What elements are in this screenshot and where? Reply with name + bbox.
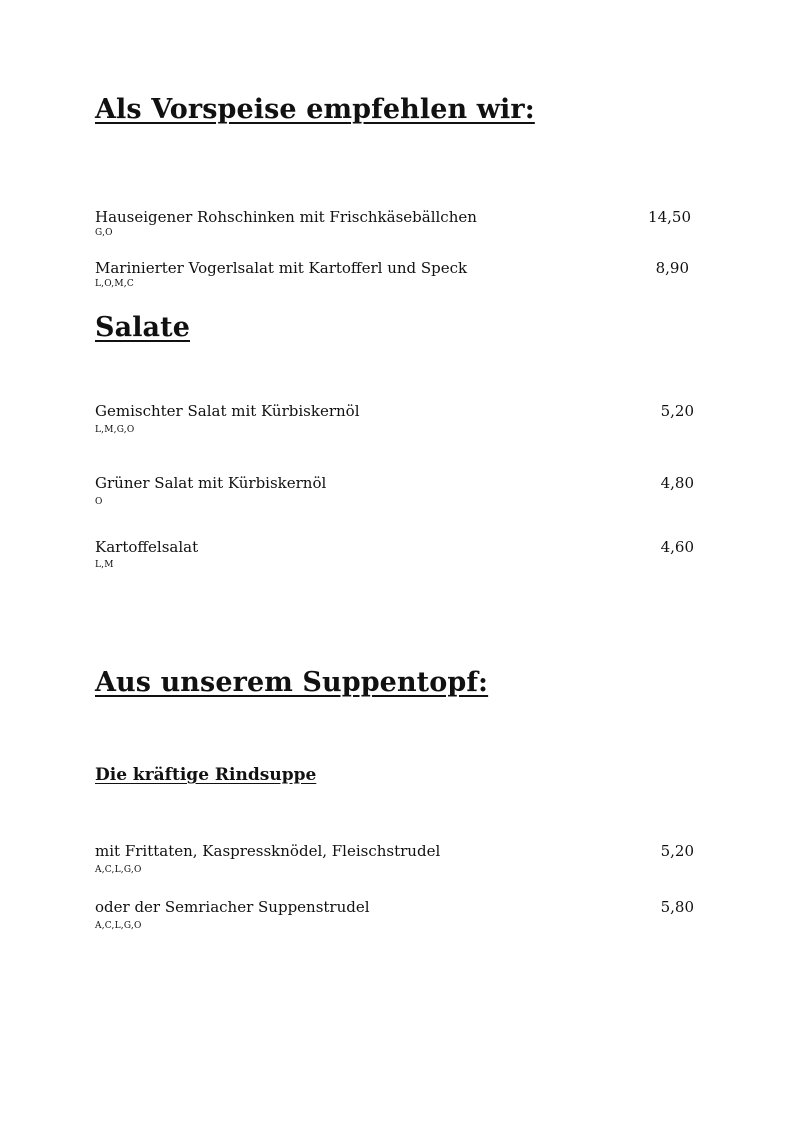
menu-item-allergens: L,O,M,C: [95, 279, 134, 289]
menu-item-allergens: G,O: [95, 228, 113, 238]
heading-vorspeise: Als Vorspeise empfehlen wir:: [95, 94, 535, 125]
menu-item-price: 4,60: [660, 538, 694, 556]
menu-item-allergens: A,C,L,G,O: [95, 921, 142, 931]
heading-salate: Salate: [95, 312, 190, 343]
heading-suppentopf: Aus unserem Suppentopf:: [95, 667, 489, 698]
menu-item-name: Marinierter Vogerlsalat mit Kartofferl und Speck: [95, 259, 468, 277]
menu-item-allergens: L,M: [95, 560, 114, 570]
menu-item-allergens: O: [95, 497, 103, 507]
menu-item-price: 5,20: [660, 842, 694, 860]
menu-item-price: 4,80: [660, 474, 694, 492]
menu-item-name: Gemischter Salat mit Kürbiskernöl: [95, 402, 360, 420]
menu-item-name: Hauseigener Rohschinken mit Frischkäsebällchen: [95, 208, 477, 226]
menu-item-name: mit Frittaten, Kaspressknödel, Fleischstrudel: [95, 842, 441, 860]
menu-item-price: 14,50: [648, 208, 691, 226]
menu-item-price: 5,20: [660, 402, 694, 420]
menu-item-price: 8,90: [655, 259, 689, 277]
menu-item-name: Grüner Salat mit Kürbiskernöl: [95, 474, 327, 492]
menu-item-allergens: A,C,L,G,O: [95, 865, 142, 875]
menu-item-price: 5,80: [660, 898, 694, 916]
menu-item-name: oder der Semriacher Suppenstrudel: [95, 898, 370, 916]
menu-item-allergens: L,M,G,O: [95, 425, 135, 435]
menu-item-name: Kartoffelsalat: [95, 538, 199, 556]
subheading-rindsuppe: Die kräftige Rindsuppe: [95, 765, 317, 785]
